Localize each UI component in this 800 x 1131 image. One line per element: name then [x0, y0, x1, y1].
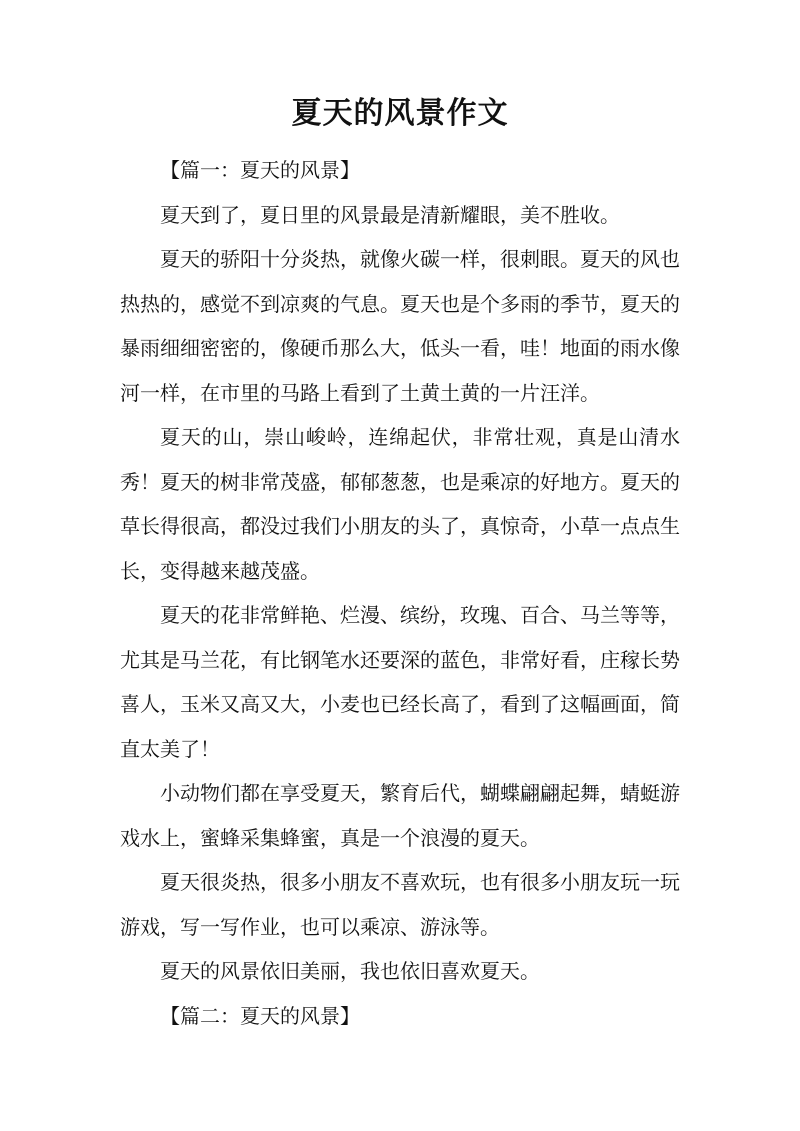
section-heading-2: 【篇二：夏天的风景】 [160, 1003, 360, 1028]
paragraph: 夏天的骄阳十分炎热，就像火碳一样，很刺眼。夏天的风也热热的，感觉不到凉爽的气息。夏天也是个多雨的季节，夏天的暴雨细细密密的，像硬币那么大，低头一看，哇！地面的雨水像河一样，在市里的马路上看到了土黄土黄的一片汪洋。 [120, 247, 680, 405]
document-page [120, 92, 680, 1038]
paragraph: 夏天到了，夏日里的风景最是清新耀眼，美不胜收。 [160, 202, 620, 227]
paragraph: 小动物们都在享受夏天，繁育后代，蝴蝶翩翩起舞，蜻蜓游戏水上，蜜蜂采集蜂蜜，真是一个浪漫的夏天。 [120, 781, 680, 850]
document-body [120, 148, 680, 1038]
section-heading-1: 【篇一：夏天的风景】 [160, 158, 360, 182]
paragraph: 夏天的花非常鲜艳、烂漫、缤纷，玫瑰、百合、马兰等等，尤其是马兰花，有比钢笔水还要深的蓝色，非常好看，庄稼长势喜人，玉米又高又大，小麦也已经长高了，看到了这幅画面，简直太美了！ [120, 603, 680, 761]
paragraph: 夏天的风景依旧美丽，我也依旧喜欢夏天。 [160, 959, 540, 983]
paragraph: 夏天很炎热，很多小朋友不喜欢玩，也有很多小朋友玩一玩游戏，写一写作业，也可以乘凉、游泳等。 [120, 870, 680, 939]
document-title: 夏天的风景作文 [291, 96, 509, 131]
paragraph: 夏天的山，崇山峻岭，连绵起伏，非常壮观，真是山清水秀！夏天的树非常茂盛，郁郁葱葱，也是乘凉的好地方。夏天的草长得很高，都没过我们小朋友的头了，真惊奇，小草一点点生长，变得越来越茂盛。 [120, 425, 680, 583]
